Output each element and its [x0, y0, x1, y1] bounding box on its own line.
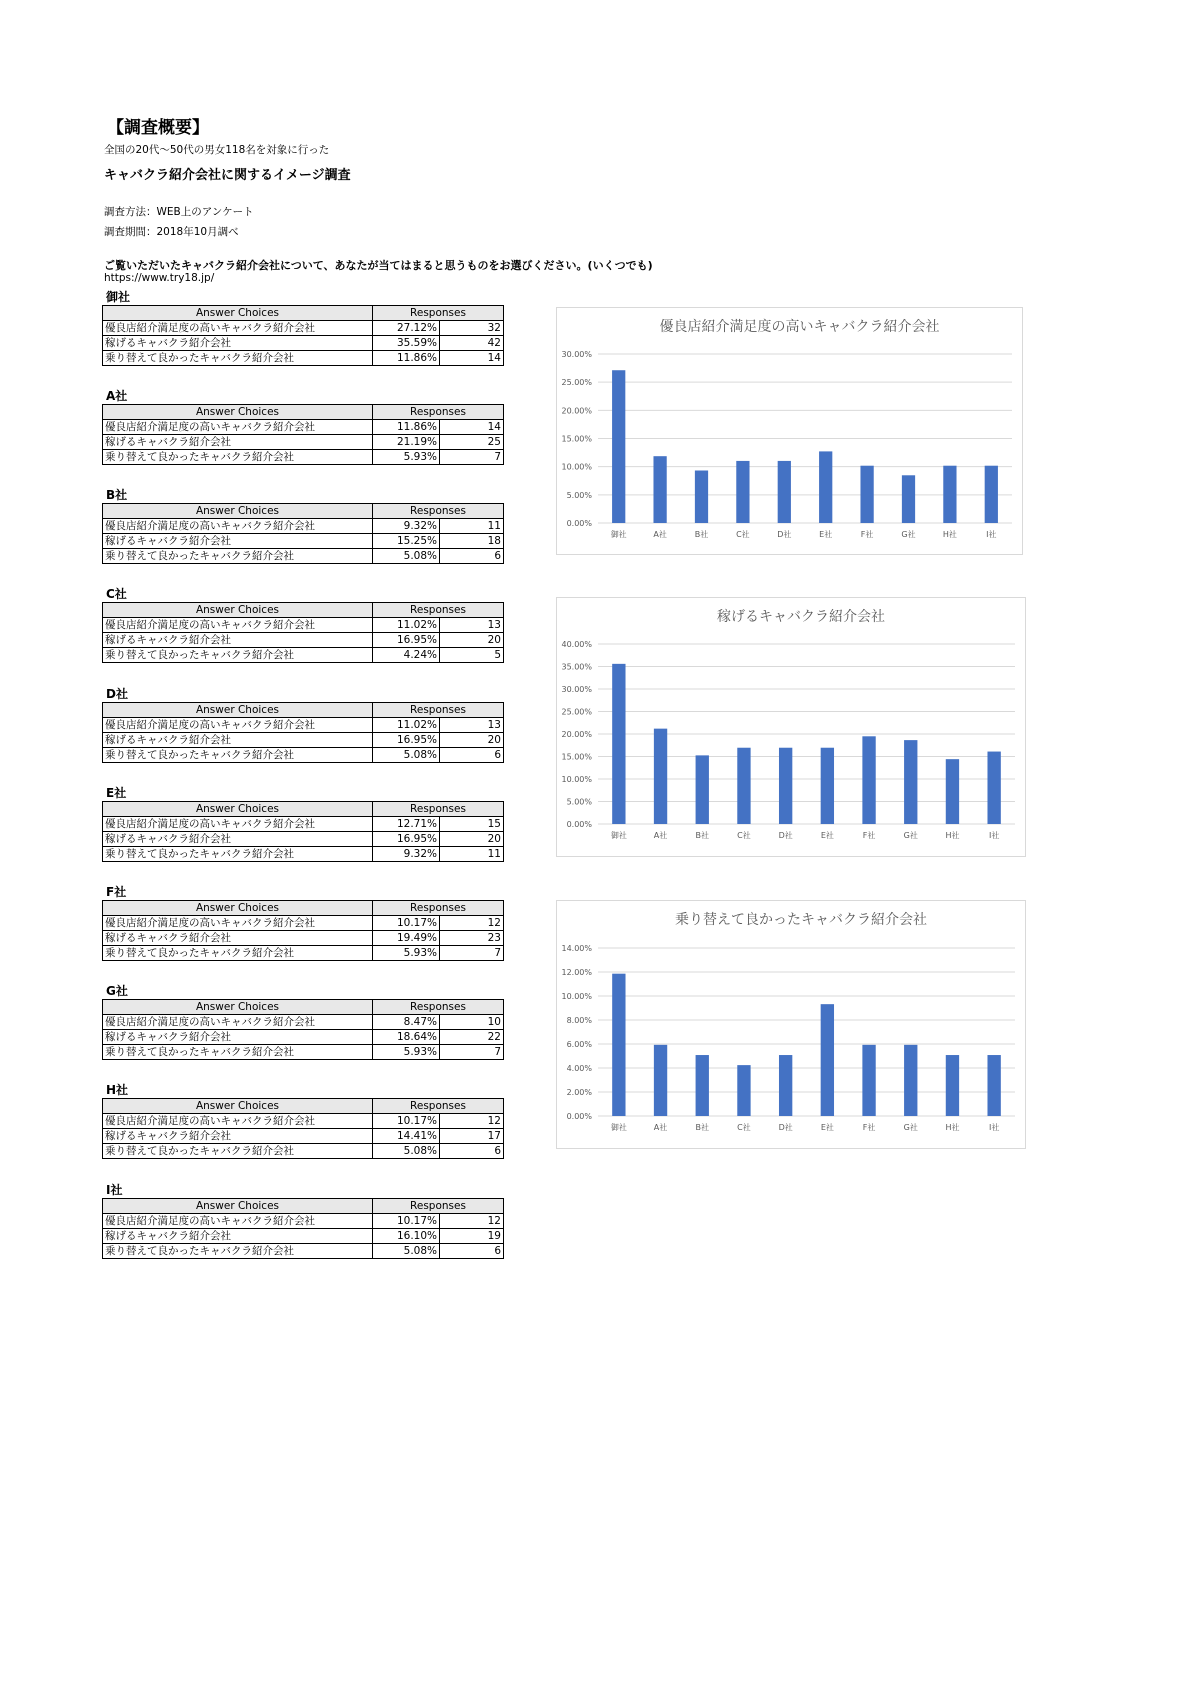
y-tick-label: 25.00% — [561, 707, 592, 717]
chart-title: 稼げるキャバクラ紹介会社 — [717, 609, 885, 625]
response-percent-cell: 11.86% — [373, 351, 440, 366]
response-percent-cell: 5.08% — [373, 748, 440, 763]
response-percent-cell: 16.10% — [373, 1229, 440, 1244]
x-tick-label: E社 — [820, 831, 834, 840]
answer-choice-cell: 優良店紹介満足度の高いキャバクラ紹介会社 — [103, 1015, 373, 1030]
response-percent-cell: 11.02% — [373, 618, 440, 633]
table-row — [103, 420, 504, 435]
response-percent-cell: 27.12% — [373, 321, 440, 336]
bar-chart-svg — [557, 901, 1025, 1148]
y-tick-label: 4.00% — [566, 1064, 592, 1073]
response-percent-cell: 9.32% — [373, 519, 440, 534]
y-tick-label: 6.00% — [566, 1040, 592, 1049]
table-row — [103, 633, 504, 648]
header-responses: Responses — [373, 306, 504, 321]
response-count-cell: 25 — [440, 435, 504, 450]
table-row — [103, 847, 504, 862]
answer-choice-cell: 稼げるキャバクラ紹介会社 — [103, 633, 373, 648]
answer-choice-cell: 乗り替えて良かったキャバクラ紹介会社 — [103, 946, 373, 961]
y-tick-label: 0.00% — [566, 519, 592, 528]
company-label: C社 — [106, 587, 127, 601]
table-row — [103, 321, 504, 336]
bar-E社 — [819, 451, 832, 523]
x-tick-label: B社 — [694, 530, 709, 539]
response-percent-cell: 11.02% — [373, 718, 440, 733]
answer-choice-cell: 乗り替えて良かったキャバクラ紹介会社 — [103, 1244, 373, 1259]
table-row — [103, 1129, 504, 1144]
table-row — [103, 748, 504, 763]
page-title: 【調査概要】 — [107, 118, 209, 138]
table-row — [103, 1030, 504, 1045]
responses-table — [102, 1098, 504, 1159]
table-row — [103, 832, 504, 847]
x-tick-label: E社 — [819, 530, 833, 539]
response-count-cell: 12 — [440, 916, 504, 931]
response-percent-cell: 14.41% — [373, 1129, 440, 1144]
response-count-cell: 20 — [440, 633, 504, 648]
bar-H社 — [946, 759, 959, 824]
response-count-cell: 12 — [440, 1214, 504, 1229]
bar-E社 — [821, 748, 834, 824]
responses-table — [102, 602, 504, 663]
table-row — [103, 733, 504, 748]
bar-G社 — [902, 475, 915, 523]
answer-choice-cell: 乗り替えて良かったキャバクラ紹介会社 — [103, 549, 373, 564]
answer-choice-cell: 優良店紹介満足度の高いキャバクラ紹介会社 — [103, 718, 373, 733]
company-label: G社 — [106, 984, 128, 998]
bar-I社 — [987, 752, 1000, 824]
table-row — [103, 1114, 504, 1129]
table-header-row — [103, 901, 504, 916]
header-answer-choices: Answer Choices — [103, 1199, 373, 1214]
chart-earnings — [556, 597, 1026, 857]
answer-choice-cell: 稼げるキャバクラ紹介会社 — [103, 733, 373, 748]
x-tick-label: F社 — [860, 530, 874, 539]
x-tick-label: D社 — [778, 1123, 793, 1132]
answer-choice-cell: 乗り替えて良かったキャバクラ紹介会社 — [103, 351, 373, 366]
header-answer-choices: Answer Choices — [103, 306, 373, 321]
response-count-cell: 13 — [440, 618, 504, 633]
y-tick-label: 40.00% — [561, 640, 592, 649]
x-tick-label: C社 — [737, 831, 751, 840]
response-count-cell: 12 — [440, 1114, 504, 1129]
responses-table — [102, 404, 504, 465]
answer-choice-cell: 乗り替えて良かったキャバクラ紹介会社 — [103, 748, 373, 763]
x-tick-label: F社 — [862, 831, 876, 840]
bar-F社 — [862, 736, 875, 824]
response-count-cell: 14 — [440, 420, 504, 435]
response-percent-cell: 10.17% — [373, 1214, 440, 1229]
table-header-row — [103, 703, 504, 718]
x-tick-label: 御社 — [610, 530, 627, 539]
x-tick-label: A社 — [653, 1123, 668, 1132]
response-percent-cell: 11.86% — [373, 420, 440, 435]
response-percent-cell: 12.71% — [373, 817, 440, 832]
header-answer-choices: Answer Choices — [103, 1000, 373, 1015]
table-row — [103, 1244, 504, 1259]
x-tick-label: F社 — [862, 1123, 876, 1132]
chart-title: 優良店紹介満足度の高いキャバクラ紹介会社 — [659, 319, 940, 335]
company-label: H社 — [106, 1083, 129, 1097]
answer-choice-cell: 稼げるキャバクラ紹介会社 — [103, 1229, 373, 1244]
x-tick-label: E社 — [820, 1123, 834, 1132]
table-row — [103, 618, 504, 633]
header-responses: Responses — [373, 703, 504, 718]
table-row — [103, 1144, 504, 1159]
header-answer-choices: Answer Choices — [103, 802, 373, 817]
x-tick-label: 御社 — [610, 831, 627, 840]
header-answer-choices: Answer Choices — [103, 1099, 373, 1114]
answer-choice-cell: 稼げるキャバクラ紹介会社 — [103, 832, 373, 847]
y-tick-label: 20.00% — [561, 406, 592, 416]
y-tick-label: 12.00% — [561, 968, 592, 977]
answer-choice-cell: 優良店紹介満足度の高いキャバクラ紹介会社 — [103, 1114, 373, 1129]
bar-E社 — [821, 1004, 834, 1116]
table-row — [103, 931, 504, 946]
y-tick-label: 25.00% — [561, 378, 592, 388]
y-tick-label: 0.00% — [566, 1112, 592, 1121]
header-responses: Responses — [373, 901, 504, 916]
table-row — [103, 817, 504, 832]
x-tick-label: 御社 — [610, 1123, 627, 1132]
answer-choice-cell: 乗り替えて良かったキャバクラ紹介会社 — [103, 648, 373, 663]
response-percent-cell: 5.08% — [373, 549, 440, 564]
y-tick-label: 14.00% — [561, 944, 592, 953]
response-percent-cell: 19.49% — [373, 931, 440, 946]
x-tick-label: G社 — [903, 831, 918, 840]
responses-table — [102, 305, 504, 366]
answer-choice-cell: 稼げるキャバクラ紹介会社 — [103, 336, 373, 351]
chart-satisfaction — [556, 307, 1023, 555]
answer-choice-cell: 乗り替えて良かったキャバクラ紹介会社 — [103, 1045, 373, 1060]
answer-choice-cell: 乗り替えて良かったキャバクラ紹介会社 — [103, 450, 373, 465]
bar-御社 — [612, 664, 625, 824]
answer-choice-cell: 優良店紹介満足度の高いキャバクラ紹介会社 — [103, 618, 373, 633]
survey-period: 調査期間：2018年10月調べ — [104, 226, 239, 238]
response-percent-cell: 10.17% — [373, 1114, 440, 1129]
response-percent-cell: 5.93% — [373, 450, 440, 465]
y-tick-label: 10.00% — [561, 462, 592, 472]
x-tick-label: B社 — [695, 831, 709, 840]
x-tick-label: A社 — [653, 831, 668, 840]
response-percent-cell: 18.64% — [373, 1030, 440, 1045]
answer-choice-cell: 稼げるキャバクラ紹介会社 — [103, 435, 373, 450]
response-count-cell: 13 — [440, 718, 504, 733]
y-tick-label: 30.00% — [561, 685, 592, 694]
bar-G社 — [904, 1045, 917, 1116]
table-row — [103, 351, 504, 366]
responses-table — [102, 801, 504, 862]
table-row — [103, 1214, 504, 1229]
y-tick-label: 8.00% — [566, 1016, 592, 1025]
survey-method: 調査方法：WEB上のアンケート — [104, 206, 254, 218]
answer-choice-cell: 優良店紹介満足度の高いキャバクラ紹介会社 — [103, 817, 373, 832]
header-responses: Responses — [373, 405, 504, 420]
survey-title: キャバクラ紹介会社に関するイメージ調査 — [104, 168, 351, 183]
table-row — [103, 946, 504, 961]
bar-B社 — [696, 1055, 709, 1116]
answer-choice-cell: 稼げるキャバクラ紹介会社 — [103, 534, 373, 549]
answer-choice-cell: 優良店紹介満足度の高いキャバクラ紹介会社 — [103, 321, 373, 336]
response-percent-cell: 16.95% — [373, 633, 440, 648]
table-row — [103, 1015, 504, 1030]
response-percent-cell: 5.08% — [373, 1244, 440, 1259]
y-tick-label: 5.00% — [566, 797, 592, 807]
response-percent-cell: 9.32% — [373, 847, 440, 862]
table-row — [103, 336, 504, 351]
x-tick-label: B社 — [695, 1123, 709, 1132]
bar-H社 — [946, 1055, 959, 1116]
y-tick-label: 35.00% — [561, 662, 592, 672]
bar-B社 — [695, 470, 708, 523]
x-tick-label: H社 — [942, 530, 957, 539]
bar-B社 — [696, 755, 709, 824]
response-count-cell: 14 — [440, 351, 504, 366]
header-answer-choices: Answer Choices — [103, 603, 373, 618]
company-label: A社 — [106, 389, 128, 403]
x-tick-label: C社 — [737, 1123, 751, 1132]
bar-H社 — [943, 466, 956, 523]
company-label: F社 — [106, 885, 127, 899]
company-label: D社 — [106, 687, 128, 701]
response-count-cell: 42 — [440, 336, 504, 351]
y-tick-label: 5.00% — [566, 490, 592, 500]
header-answer-choices: Answer Choices — [103, 504, 373, 519]
bar-D社 — [779, 1055, 792, 1116]
table-header-row — [103, 504, 504, 519]
header-responses: Responses — [373, 1199, 504, 1214]
table-row — [103, 1229, 504, 1244]
bar-御社 — [612, 370, 625, 523]
response-count-cell: 7 — [440, 946, 504, 961]
survey-question: ご覧いただいたキャバクラ紹介会社について、あなたが当てはまると思うものをお選びください。(いくつでも) — [104, 259, 653, 272]
table-row — [103, 519, 504, 534]
response-count-cell: 7 — [440, 450, 504, 465]
bar-C社 — [736, 461, 749, 523]
header-responses: Responses — [373, 802, 504, 817]
header-responses: Responses — [373, 603, 504, 618]
answer-choice-cell: 稼げるキャバクラ紹介会社 — [103, 1030, 373, 1045]
chart-switching — [556, 900, 1026, 1149]
y-tick-label: 2.00% — [566, 1088, 592, 1097]
x-tick-label: I社 — [986, 530, 997, 539]
response-percent-cell: 5.93% — [373, 1045, 440, 1060]
bar-D社 — [778, 461, 791, 523]
responses-table — [102, 900, 504, 961]
table-row — [103, 450, 504, 465]
response-count-cell: 19 — [440, 1229, 504, 1244]
y-tick-label: 30.00% — [561, 350, 592, 359]
response-count-cell: 6 — [440, 1244, 504, 1259]
response-count-cell: 32 — [440, 321, 504, 336]
x-tick-label: G社 — [901, 530, 916, 539]
answer-choice-cell: 優良店紹介満足度の高いキャバクラ紹介会社 — [103, 1214, 373, 1229]
x-tick-label: G社 — [903, 1123, 918, 1132]
table-header-row — [103, 1000, 504, 1015]
bar-C社 — [737, 748, 750, 824]
x-tick-label: H社 — [945, 831, 960, 840]
response-count-cell: 7 — [440, 1045, 504, 1060]
x-tick-label: D社 — [777, 530, 792, 539]
response-count-cell: 6 — [440, 1144, 504, 1159]
response-percent-cell: 21.19% — [373, 435, 440, 450]
response-count-cell: 20 — [440, 733, 504, 748]
response-count-cell: 20 — [440, 832, 504, 847]
table-header-row — [103, 603, 504, 618]
bar-I社 — [987, 1055, 1000, 1116]
responses-table — [102, 503, 504, 564]
response-percent-cell: 16.95% — [373, 832, 440, 847]
response-count-cell: 18 — [440, 534, 504, 549]
y-tick-label: 0.00% — [566, 820, 592, 829]
table-row — [103, 718, 504, 733]
y-tick-label: 15.00% — [561, 752, 592, 762]
company-label: 御社 — [106, 290, 131, 304]
bar-chart-svg — [557, 308, 1022, 554]
response-percent-cell: 5.08% — [373, 1144, 440, 1159]
bar-C社 — [737, 1065, 750, 1116]
response-percent-cell: 35.59% — [373, 336, 440, 351]
response-count-cell: 11 — [440, 847, 504, 862]
answer-choice-cell: 乗り替えて良かったキャバクラ紹介会社 — [103, 1144, 373, 1159]
company-label: E社 — [106, 786, 127, 800]
x-tick-label: A社 — [653, 530, 667, 539]
answer-choice-cell: 稼げるキャバクラ紹介会社 — [103, 1129, 373, 1144]
response-count-cell: 11 — [440, 519, 504, 534]
y-tick-label: 15.00% — [561, 434, 592, 444]
response-count-cell: 6 — [440, 748, 504, 763]
table-row — [103, 549, 504, 564]
response-percent-cell: 15.25% — [373, 534, 440, 549]
table-header-row — [103, 405, 504, 420]
response-count-cell: 6 — [440, 549, 504, 564]
x-tick-label: I社 — [988, 1123, 1000, 1132]
response-percent-cell: 16.95% — [373, 733, 440, 748]
table-header-row — [103, 1099, 504, 1114]
response-count-cell: 23 — [440, 931, 504, 946]
x-tick-label: H社 — [945, 1123, 960, 1132]
site-url: https://www.try18.jp/ — [104, 272, 215, 284]
response-count-cell: 10 — [440, 1015, 504, 1030]
bar-A社 — [653, 456, 666, 523]
response-count-cell: 5 — [440, 648, 504, 663]
bar-G社 — [904, 740, 917, 824]
x-tick-label: D社 — [778, 831, 793, 840]
table-row — [103, 1045, 504, 1060]
answer-choice-cell: 優良店紹介満足度の高いキャバクラ紹介会社 — [103, 916, 373, 931]
response-count-cell: 15 — [440, 817, 504, 832]
table-row — [103, 916, 504, 931]
answer-choice-cell: 優良店紹介満足度の高いキャバクラ紹介会社 — [103, 519, 373, 534]
header-responses: Responses — [373, 1099, 504, 1114]
table-header-row — [103, 802, 504, 817]
answer-choice-cell: 優良店紹介満足度の高いキャバクラ紹介会社 — [103, 420, 373, 435]
survey-target: 全国の20代～50代の男女118名を対象に行った — [104, 144, 330, 156]
responses-table — [102, 999, 504, 1060]
bar-D社 — [779, 748, 792, 824]
header-responses: Responses — [373, 504, 504, 519]
response-percent-cell: 4.24% — [373, 648, 440, 663]
y-tick-label: 10.00% — [561, 992, 592, 1001]
answer-choice-cell: 稼げるキャバクラ紹介会社 — [103, 931, 373, 946]
header-answer-choices: Answer Choices — [103, 703, 373, 718]
table-row — [103, 435, 504, 450]
response-count-cell: 17 — [440, 1129, 504, 1144]
table-row — [103, 534, 504, 549]
answer-choice-cell: 乗り替えて良かったキャバクラ紹介会社 — [103, 847, 373, 862]
bar-A社 — [654, 1045, 667, 1116]
response-percent-cell: 8.47% — [373, 1015, 440, 1030]
bar-A社 — [654, 729, 667, 824]
header-answer-choices: Answer Choices — [103, 405, 373, 420]
table-header-row — [103, 1199, 504, 1214]
x-tick-label: C社 — [736, 530, 750, 539]
company-label: B社 — [106, 488, 128, 502]
header-responses: Responses — [373, 1000, 504, 1015]
bar-I社 — [985, 466, 998, 523]
company-label: I社 — [106, 1183, 123, 1197]
header-answer-choices: Answer Choices — [103, 901, 373, 916]
bar-chart-svg — [557, 598, 1025, 856]
table-row — [103, 648, 504, 663]
response-percent-cell: 10.17% — [373, 916, 440, 931]
bar-御社 — [612, 974, 625, 1116]
table-header-row — [103, 306, 504, 321]
bar-F社 — [862, 1045, 875, 1116]
y-tick-label: 10.00% — [561, 775, 592, 784]
response-percent-cell: 5.93% — [373, 946, 440, 961]
responses-table — [102, 702, 504, 763]
responses-table — [102, 1198, 504, 1259]
chart-title: 乗り替えて良かったキャバクラ紹介会社 — [675, 912, 927, 928]
response-count-cell: 22 — [440, 1030, 504, 1045]
y-tick-label: 20.00% — [561, 730, 592, 739]
bar-F社 — [860, 466, 873, 523]
x-tick-label: I社 — [988, 831, 1000, 840]
